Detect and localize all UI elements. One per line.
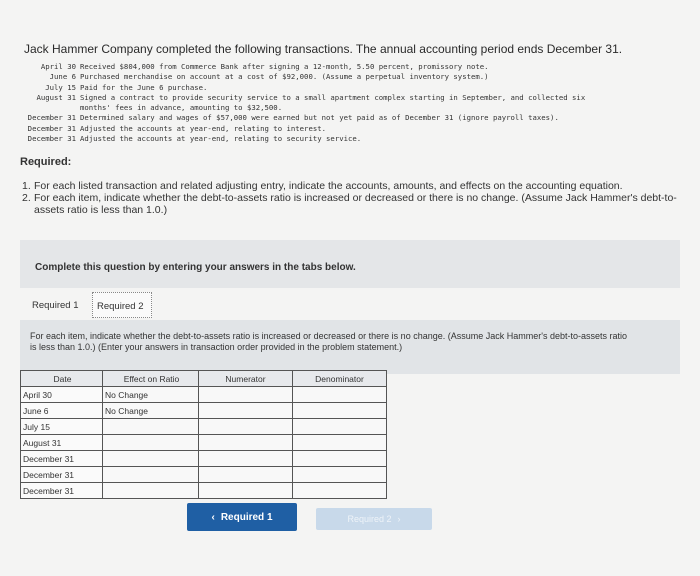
transaction-text: Adjusted the accounts at year-end, relating to security service. [80, 134, 362, 144]
table-row [21, 451, 387, 467]
requirement-text: For each item, indicate whether the debt-to-assets ratio is increased or decreased or there is no change. (Assume Jack Hammer's debt-to-assets ratio is less than 1.0.) [34, 192, 677, 216]
table-header-row [21, 371, 387, 387]
effect-select[interactable] [103, 483, 199, 499]
transaction-list [18, 62, 690, 144]
numerator-select[interactable] [199, 467, 293, 483]
transaction-row [18, 83, 690, 93]
required-heading: Required: [20, 156, 72, 168]
transaction-row [18, 134, 690, 144]
denominator-select[interactable] [293, 467, 387, 483]
table-row [21, 419, 387, 435]
requirement-item [22, 192, 688, 216]
transaction-date: June 6 [49, 72, 76, 82]
table-row [21, 483, 387, 499]
effect-select[interactable]: No Change [103, 403, 199, 419]
effect-select[interactable] [103, 451, 199, 467]
row-date: December 31 [21, 467, 103, 483]
column-header-denominator: Denominator [293, 371, 387, 387]
instruction-text: For each item, indicate whether the debt-to-assets ratio is increased or decreased or there is no change. (Assume Jack Hammer's debt-to-assets ratio is less than 1.0.) (Enter your answers in transaction order provided in the problem statement.) [30, 331, 627, 352]
chevron-right-icon: › [397, 514, 401, 524]
table-row [21, 387, 387, 403]
table-row [21, 435, 387, 451]
transaction-date: December 31 [27, 134, 76, 144]
next-required-button[interactable] [316, 508, 432, 530]
transaction-row [18, 62, 690, 72]
transaction-row [18, 72, 690, 82]
effect-select[interactable] [103, 467, 199, 483]
transaction-text: Adjusted the accounts at year-end, relating to interest. [80, 123, 327, 133]
transaction-row [18, 113, 690, 123]
transaction-row [18, 103, 690, 113]
denominator-select[interactable] [293, 451, 387, 467]
effect-select[interactable]: No Change [103, 387, 199, 403]
panel-instruction: Complete this question by entering your answers in the tabs below. [35, 262, 356, 273]
column-header-date: Date [21, 371, 103, 387]
denominator-select[interactable] [293, 403, 387, 419]
denominator-select[interactable] [293, 483, 387, 499]
transaction-row [18, 93, 690, 103]
denominator-select[interactable] [293, 419, 387, 435]
numerator-select[interactable] [199, 403, 293, 419]
row-date: December 31 [21, 451, 103, 467]
transaction-date: August 31 [36, 92, 76, 102]
requirement-number: 2. [22, 192, 31, 204]
requirement-number: 1. [22, 180, 31, 192]
transaction-text: Purchased merchandise on account at a cost of $92,000. (Assume a perpetual inventory system.) [80, 72, 489, 82]
row-date: August 31 [21, 435, 103, 451]
numerator-select[interactable] [199, 419, 293, 435]
row-date: April 30 [21, 387, 103, 403]
transaction-row [18, 124, 690, 134]
column-header-effect: Effect on Ratio [103, 371, 199, 387]
transaction-text: Paid for the June 6 purchase. [80, 82, 208, 92]
transaction-date: April 30 [40, 62, 76, 71]
requirements-list [22, 180, 688, 216]
row-date: December 31 [21, 483, 103, 499]
transaction-date: December 31 [27, 123, 76, 133]
table-row [21, 403, 387, 419]
numerator-select[interactable] [199, 387, 293, 403]
denominator-select[interactable] [293, 435, 387, 451]
page-title: Jack Hammer Company completed the following transactions. The annual accounting period ends December 31. [24, 42, 623, 56]
transaction-date: July 15 [45, 82, 76, 92]
effect-select[interactable] [103, 435, 199, 451]
column-header-numerator: Numerator [199, 371, 293, 387]
prev-required-button[interactable] [187, 503, 297, 531]
tab-required-2[interactable]: Required 2 [92, 292, 152, 318]
row-date: June 6 [21, 403, 103, 419]
transaction-text: Received $804,000 from Commerce Bank after signing a 12-month, 5.50 percent, promissory note. [80, 62, 489, 71]
next-button-label: Required 2 [347, 514, 392, 524]
numerator-select[interactable] [199, 435, 293, 451]
prev-button-label: Required 1 [220, 511, 273, 523]
chevron-left-icon: ‹ [211, 511, 215, 523]
numerator-select[interactable] [199, 483, 293, 499]
table-row [21, 467, 387, 483]
answer-table [20, 370, 387, 499]
numerator-select[interactable] [199, 451, 293, 467]
transaction-text: Determined salary and wages of $57,000 were earned but not yet paid as of December 31 (ignore payroll taxes). [80, 113, 559, 123]
requirement-item [22, 180, 688, 192]
transaction-text: Signed a contract to provide security service to a small apartment complex starting in September, and collected six [80, 92, 586, 102]
transaction-date [18, 103, 80, 113]
row-date: July 15 [21, 419, 103, 435]
effect-select[interactable] [103, 419, 199, 435]
transaction-date: December 31 [27, 113, 76, 123]
tab-required-1[interactable]: Required 1 [32, 300, 79, 311]
transaction-text: months' fees in advance, amounting to $32,500. [80, 103, 283, 113]
requirement-text: For each listed transaction and related adjusting entry, indicate the accounts, amounts, and effects on the accounting equation. [34, 180, 623, 192]
denominator-select[interactable] [293, 387, 387, 403]
